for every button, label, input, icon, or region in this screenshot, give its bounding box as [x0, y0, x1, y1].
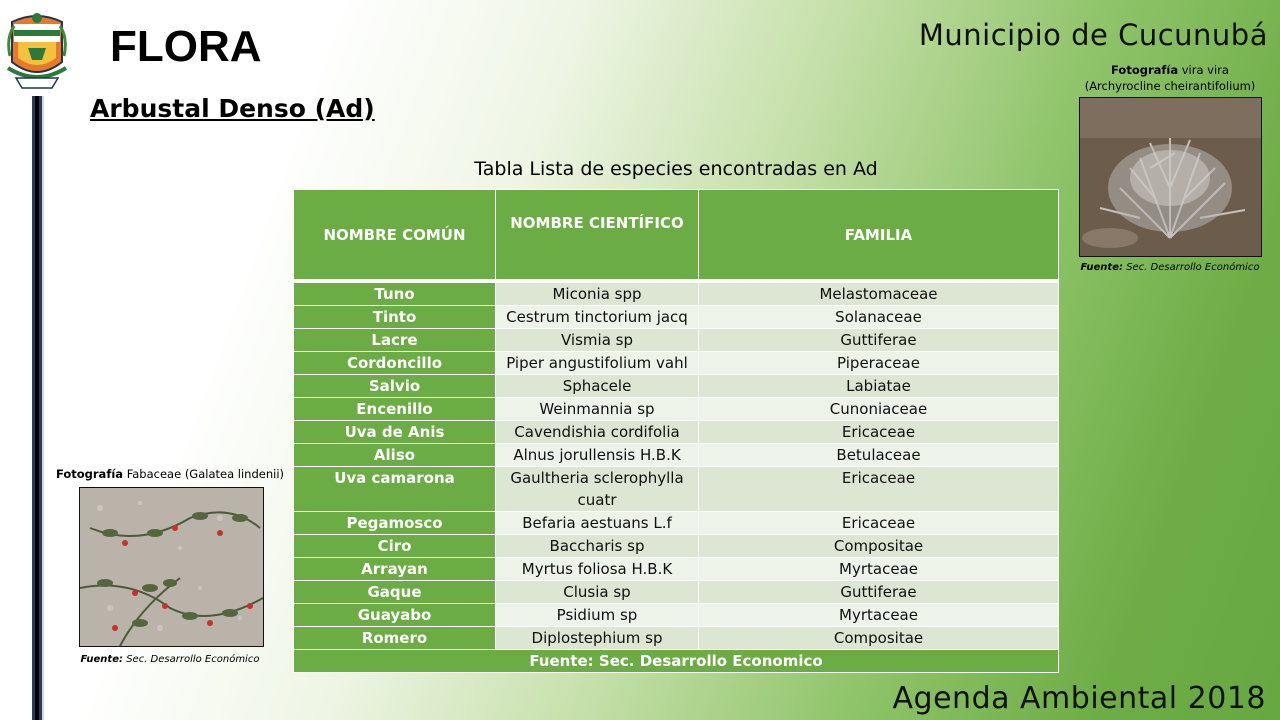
scientific-name-cell: Cavendishia cordifolia: [496, 421, 699, 444]
agenda-footer: Agenda Ambiental 2018: [892, 681, 1266, 716]
table-caption: Tabla Lista de especies encontradas en Ad: [474, 158, 878, 180]
scientific-name-cell: Myrtus foliosa H.B.K: [496, 558, 699, 581]
common-name-cell: Cordoncillo: [294, 352, 496, 375]
common-name-cell: Encenillo: [294, 398, 496, 421]
municipal-crest-logo: [6, 8, 68, 98]
family-cell: Compositae: [699, 535, 1059, 558]
family-cell: Melastomaceae: [699, 281, 1059, 306]
table-row: [294, 421, 1059, 444]
table-row: [294, 306, 1059, 329]
family-cell: Ericaceae: [699, 421, 1059, 444]
scientific-name-cell: Befaria aestuans L.f: [496, 512, 699, 535]
scientific-name-cell: Piper angustifolium vahl: [496, 352, 699, 375]
photo-left-source-label: Fuente:: [80, 654, 123, 665]
scientific-name-cell: Sphacele: [496, 375, 699, 398]
section-subtitle: Arbustal Denso (Ad): [90, 94, 375, 123]
header-nombre-cientifico: NOMBRE CIENTÍFICO: [496, 190, 699, 282]
table-row: [294, 375, 1059, 398]
table-row: [294, 467, 1059, 512]
table-header-row: [294, 190, 1059, 282]
table-row: [294, 444, 1059, 467]
photo-left-caption: [50, 466, 290, 482]
photo-left-label: Fotografía: [55, 467, 124, 481]
scientific-name-cell: Weinmannia sp: [496, 398, 699, 421]
scientific-name-cell: Gaultheria sclerophylla cuatr: [496, 467, 699, 512]
header-familia: FAMILIA: [699, 190, 1059, 282]
photo-vira-vira: [1079, 97, 1262, 257]
family-cell: Cunoniaceae: [699, 398, 1059, 421]
table-source: Fuente: Sec. Desarrollo Economico: [294, 650, 1059, 673]
left-vertical-bar: [32, 96, 44, 720]
common-name-cell: Lacre: [294, 329, 496, 352]
table-row: [294, 581, 1059, 604]
common-name-cell: Pegamosco: [294, 512, 496, 535]
common-name-cell: Romero: [294, 627, 496, 650]
family-cell: Solanaceae: [699, 306, 1059, 329]
scientific-name-cell: Baccharis sp: [496, 535, 699, 558]
photo-right-source-label: Fuente:: [1080, 262, 1123, 273]
family-cell: Myrtaceae: [699, 558, 1059, 581]
table-row: [294, 604, 1059, 627]
photo-right-source: [1070, 262, 1270, 273]
common-name-cell: Arrayan: [294, 558, 496, 581]
table-row: [294, 329, 1059, 352]
scientific-name-cell: Vismia sp: [496, 329, 699, 352]
family-cell: Guttiferae: [699, 329, 1059, 352]
scientific-name-cell: Miconia spp: [496, 281, 699, 306]
photo-left-name: Fabaceae (Galatea lindenii): [126, 467, 285, 481]
table-row: [294, 281, 1059, 306]
photo-left-source-text: Sec. Desarrollo Económico: [126, 654, 260, 665]
table-row: [294, 352, 1059, 375]
family-cell: Compositae: [699, 627, 1059, 650]
family-cell: Ericaceae: [699, 467, 1059, 512]
table-source-row: [294, 650, 1059, 673]
municipality-title: Municipio de Cucunubá: [918, 18, 1268, 52]
family-cell: Guttiferae: [699, 581, 1059, 604]
photo-fabaceae: [79, 487, 264, 647]
table-row: [294, 627, 1059, 650]
family-cell: Labiatae: [699, 375, 1059, 398]
photo-left-source: [50, 654, 290, 665]
common-name-cell: Aliso: [294, 444, 496, 467]
table-row: [294, 535, 1059, 558]
table-row: [294, 512, 1059, 535]
scientific-name-cell: Clusia sp: [496, 581, 699, 604]
family-cell: Piperaceae: [699, 352, 1059, 375]
scientific-name-cell: Cestrum tinctorium jacq: [496, 306, 699, 329]
common-name-cell: Uva camarona: [294, 467, 496, 512]
scientific-name-cell: Alnus jorullensis H.B.K: [496, 444, 699, 467]
table-row: [294, 398, 1059, 421]
family-cell: Ericaceae: [699, 512, 1059, 535]
table-row: [294, 558, 1059, 581]
common-name-cell: Salvio: [294, 375, 496, 398]
common-name-cell: Ciro: [294, 535, 496, 558]
common-name-cell: Tinto: [294, 306, 496, 329]
scientific-name-cell: Diplostephium sp: [496, 627, 699, 650]
photo-right-name: vira vira: [1181, 63, 1229, 77]
common-name-cell: Gaque: [294, 581, 496, 604]
common-name-cell: Tuno: [294, 281, 496, 306]
species-table: [293, 189, 1059, 673]
family-cell: Betulaceae: [699, 444, 1059, 467]
header-nombre-comun: NOMBRE COMÚN: [294, 190, 496, 282]
family-cell: Myrtaceae: [699, 604, 1059, 627]
photo-right-label: Fotografía: [1111, 63, 1179, 77]
common-name-cell: Guayabo: [294, 604, 496, 627]
scientific-name-cell: Psidium sp: [496, 604, 699, 627]
photo-right-scientific: (Archyrocline cheirantifolium): [1084, 79, 1256, 93]
photo-right-caption: [1070, 62, 1270, 94]
page-title: FLORA: [110, 22, 262, 71]
photo-right-source-text: Sec. Desarrollo Económico: [1126, 262, 1260, 273]
common-name-cell: Uva de Anis: [294, 421, 496, 444]
